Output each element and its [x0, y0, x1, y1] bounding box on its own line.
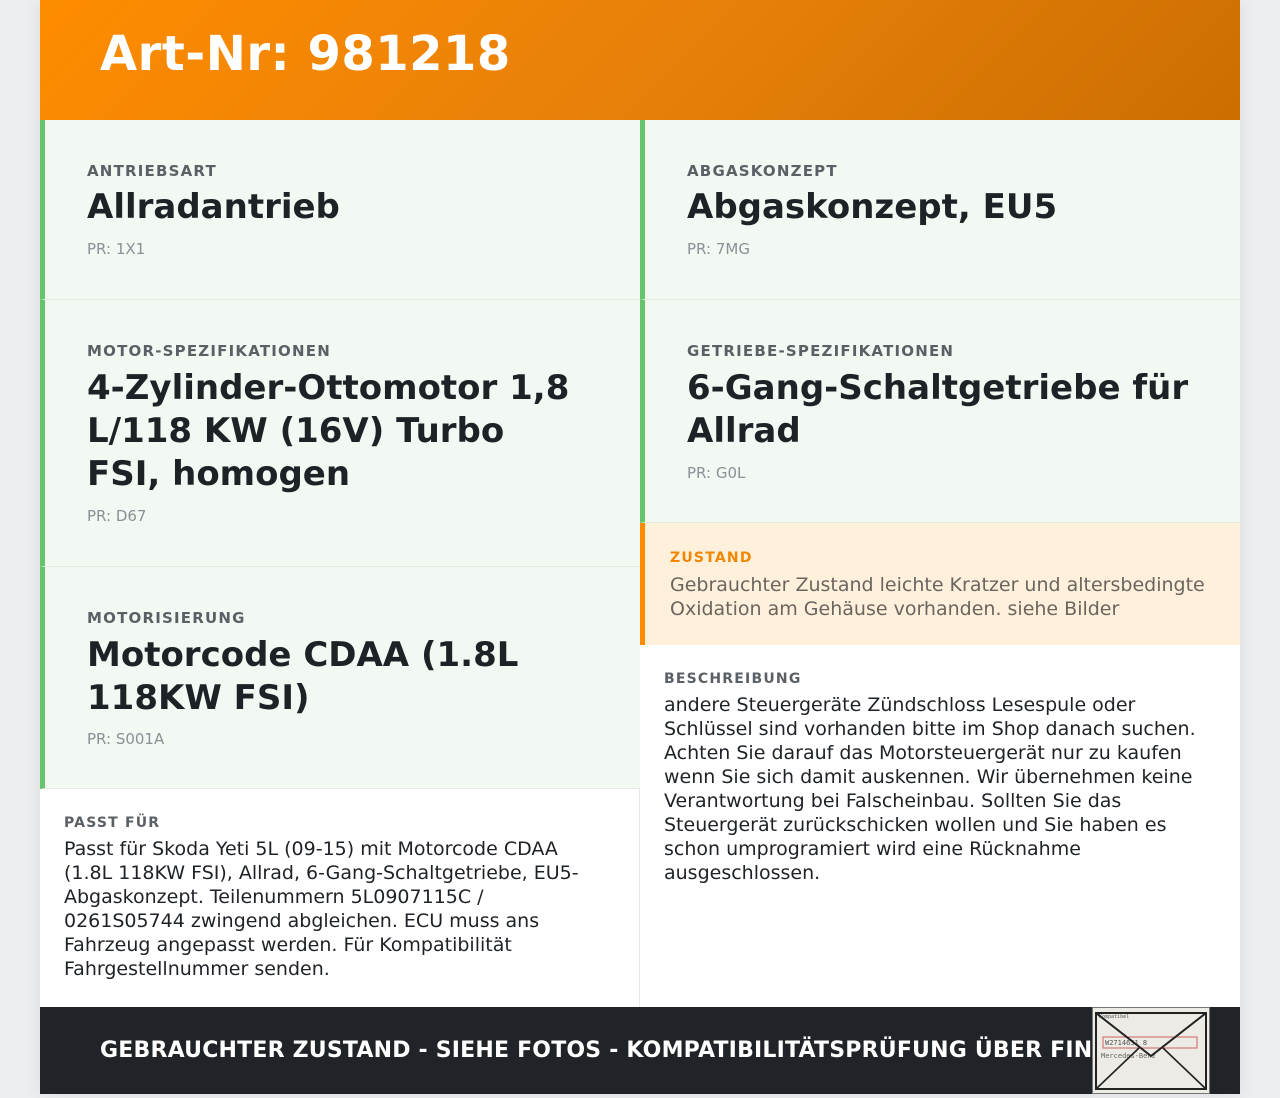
- article-number-title: Art-Nr: 981218: [100, 26, 511, 82]
- spec-pr-code: PR: G0L: [687, 464, 746, 482]
- spec-label: ANTRIEBSART: [87, 162, 217, 180]
- beschreibung-label: BESCHREIBUNG: [664, 671, 802, 687]
- zustand-text: Gebrauchter Zustand leichte Kratzer und altersbedingte Oxidation am Gehäuse vorhanden. siehe Bilder: [670, 574, 1205, 620]
- envelope-icon: [1093, 1008, 1209, 1093]
- spec-getriebe-spezifikationen: [640, 300, 1240, 523]
- thumb-code-text: W2714631 8: [1105, 1039, 1148, 1047]
- article-sheet: [40, 0, 1240, 1094]
- spec-abgaskonzept: [640, 120, 1240, 300]
- article-header: [40, 0, 1240, 120]
- column-divider: [639, 789, 640, 1007]
- spec-value: 4-Zylinder-Ottomotor 1,8 L/118 KW (16V) Turbo FSI, homogen: [87, 368, 570, 494]
- spec-label: MOTOR-SPEZIFIKATIONEN: [87, 342, 331, 360]
- label-photo-thumbnail[interactable]: [1092, 1007, 1210, 1094]
- spec-pr-code: PR: D67: [87, 507, 147, 525]
- footer-banner: [40, 1007, 1240, 1094]
- zustand-box: [640, 523, 1240, 645]
- thumb-top-text: Kompatibel: [1099, 1014, 1130, 1020]
- spec-value: Motorcode CDAA (1.8L 118KW FSI): [87, 635, 519, 718]
- spec-motor-spezifikationen: [40, 300, 640, 567]
- spec-value: Abgaskonzept, EU5: [687, 187, 1058, 227]
- passt-fuer-label: PASST FÜR: [64, 815, 161, 831]
- spec-value: 6-Gang-Schaltgetriebe für Allrad: [687, 368, 1189, 451]
- beschreibung-text: andere Steuergeräte Zündschloss Lesespule oder Schlüssel sind vorhanden bitte im Shop danach suchen. Achten Sie darauf das Motorsteuergerät nur zu kaufen wenn Sie sich damit auskennen. Wir übernehmen keine Verantwortung bei Falscheinbau. Sollten Sie das Steuergerät zurückschicken wollen und Sie haben es schon umprogramiert wird eine Rücknahme ausgeschlossen.: [664, 694, 1196, 884]
- footer-text: GEBRAUCHTER ZUSTAND - SIEHE FOTOS - KOMPATIBILITÄTSPRÜFUNG ÜBER FIN: [100, 1038, 1093, 1063]
- beschreibung-section: [664, 671, 1214, 911]
- spec-pr-code: PR: S001A: [87, 730, 165, 748]
- zustand-label: ZUSTAND: [670, 550, 753, 566]
- spec-label: MOTORISIERUNG: [87, 609, 246, 627]
- spec-label: ABGASKONZEPT: [687, 162, 838, 180]
- spec-antriebsart: [40, 120, 640, 300]
- spec-pr-code: PR: 7MG: [687, 240, 750, 258]
- passt-fuer-section: [64, 815, 604, 995]
- spec-label: GETRIEBE-SPEZIFIKATIONEN: [687, 342, 955, 360]
- spec-value: Allradantrieb: [87, 187, 340, 227]
- thumb-brand-text: Mercedes-Benz: [1101, 1052, 1156, 1060]
- passt-fuer-text: Passt für Skoda Yeti 5L (09-15) mit Motorcode CDAA (1.8L 118KW FSI), Allrad, 6-Gang-Schaltgetriebe, EU5-Abgaskonzept. Teilenummern 5L0907115C / 0261S05744 zwingend abgleichen. ECU muss ans Fahrzeug angepasst werden. Für Kompatibilität Fahrgestellnummer senden.: [64, 838, 579, 980]
- spec-motorisierung: [40, 567, 640, 789]
- spec-pr-code: PR: 1X1: [87, 240, 146, 258]
